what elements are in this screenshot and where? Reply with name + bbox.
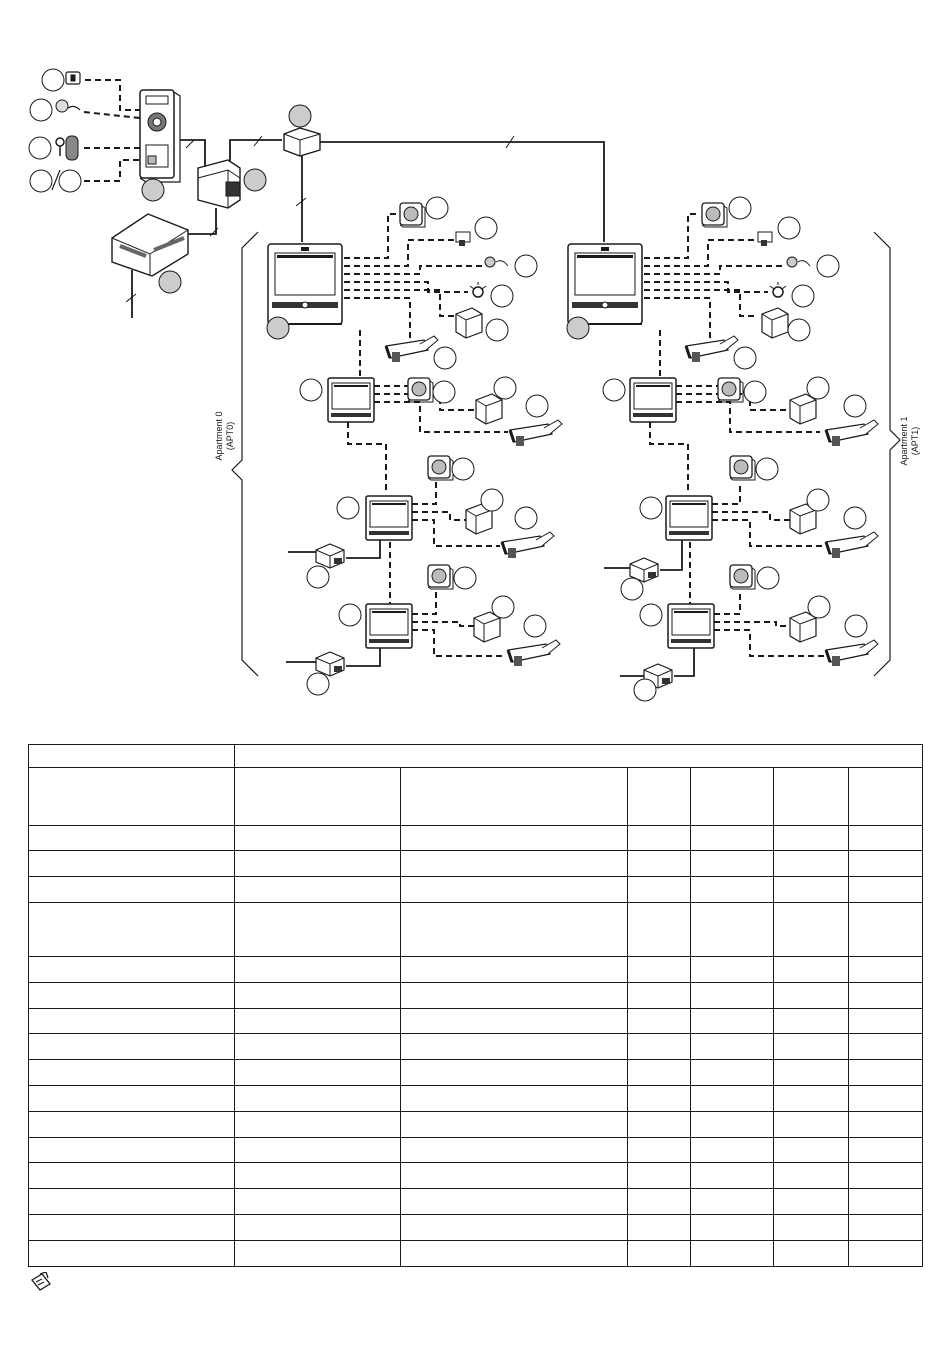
callout-marker xyxy=(452,458,474,480)
bell-light-icon xyxy=(470,282,486,297)
table-cell xyxy=(774,1240,849,1266)
callout-marker xyxy=(515,507,537,529)
table-cell xyxy=(235,1034,401,1060)
speaker-unit xyxy=(718,378,743,402)
table-cell xyxy=(29,767,235,825)
apartment-0-block xyxy=(232,197,562,695)
io-module xyxy=(762,308,788,338)
apartment-1-devices xyxy=(567,197,900,701)
table-cell xyxy=(29,1060,235,1086)
table-row xyxy=(29,1008,923,1034)
callout-marker xyxy=(844,507,866,529)
cctv-camera xyxy=(510,420,562,446)
callout-marker xyxy=(567,317,589,339)
callout-marker xyxy=(42,69,64,91)
callout-marker xyxy=(734,347,756,369)
callout-marker xyxy=(30,170,52,192)
table-cell xyxy=(235,851,401,877)
table-cell xyxy=(29,851,235,877)
callout-marker xyxy=(492,596,514,618)
table-cell xyxy=(849,767,923,825)
apartment-0-label xyxy=(214,401,236,471)
table-cell xyxy=(29,1008,235,1034)
table-cell xyxy=(628,1189,691,1215)
callout-marker xyxy=(30,99,52,121)
table-cell xyxy=(235,1240,401,1266)
callout-marker xyxy=(159,271,181,293)
callout-marker xyxy=(524,615,546,637)
cctv-camera xyxy=(826,640,878,666)
callout-marker xyxy=(289,105,311,127)
callout-marker xyxy=(434,347,456,369)
apartment-0-code: (APT0) xyxy=(225,421,235,451)
table-cell xyxy=(691,982,774,1008)
table-cell xyxy=(849,825,923,851)
table-cell xyxy=(774,903,849,957)
callout-marker xyxy=(807,489,829,511)
table-cell xyxy=(774,982,849,1008)
cctv-camera xyxy=(502,532,554,558)
callout-marker xyxy=(744,381,766,403)
speaker-unit xyxy=(428,565,453,589)
callout-marker xyxy=(778,217,800,239)
callout-marker xyxy=(603,379,625,401)
callout-marker xyxy=(481,489,503,511)
table-cell xyxy=(401,1034,628,1060)
table-cell xyxy=(401,1215,628,1241)
table-cell xyxy=(401,956,628,982)
apartment-0-name: Apartment 0 xyxy=(214,411,224,461)
call-button-icon xyxy=(787,257,810,267)
table-cell xyxy=(235,767,401,825)
call-button-icon xyxy=(485,257,508,267)
din-switcher xyxy=(198,160,240,208)
table-cell xyxy=(29,903,235,957)
cctv-camera xyxy=(826,532,878,558)
table-row xyxy=(29,1111,923,1137)
callout-marker xyxy=(307,673,329,695)
callout-marker xyxy=(526,395,548,417)
table-cell xyxy=(849,1163,923,1189)
io-module xyxy=(476,394,502,424)
callout-marker xyxy=(845,615,867,637)
table-cell xyxy=(401,1085,628,1111)
table-cell xyxy=(774,1034,849,1060)
table-cell xyxy=(628,982,691,1008)
table-cell xyxy=(401,851,628,877)
table-row xyxy=(29,903,923,957)
table-cell xyxy=(774,767,849,825)
callout-marker xyxy=(475,217,497,239)
table-cell xyxy=(401,767,628,825)
callout-marker xyxy=(433,381,455,403)
table-cell xyxy=(774,877,849,903)
secondary-monitor xyxy=(666,496,712,540)
callout-marker xyxy=(426,197,448,219)
table-cell xyxy=(691,1137,774,1163)
table-cell xyxy=(401,1240,628,1266)
table-cell xyxy=(849,1240,923,1266)
table-cell xyxy=(774,1085,849,1111)
io-module xyxy=(456,308,482,338)
speaker-unit xyxy=(428,456,453,480)
table-cell xyxy=(849,1215,923,1241)
table-cell xyxy=(628,1060,691,1086)
table-row xyxy=(29,1137,923,1163)
table-cell xyxy=(235,982,401,1008)
callout-marker xyxy=(337,497,359,519)
table-row xyxy=(29,956,923,982)
cctv-camera xyxy=(386,336,438,362)
table-cell xyxy=(849,1189,923,1215)
table-cell xyxy=(235,956,401,982)
callout-marker xyxy=(729,197,751,219)
secondary-monitor xyxy=(328,378,374,422)
table-cell xyxy=(628,825,691,851)
table-cell xyxy=(691,1060,774,1086)
callout-marker xyxy=(640,497,662,519)
table-cell xyxy=(235,1215,401,1241)
io-module xyxy=(790,394,816,424)
callout-marker xyxy=(244,169,266,191)
table-cell xyxy=(628,1163,691,1189)
components-table-body xyxy=(29,745,923,1267)
table-row xyxy=(29,1034,923,1060)
table-cell xyxy=(29,982,235,1008)
callout-marker xyxy=(788,319,810,341)
table-cell xyxy=(849,1008,923,1034)
callout-marker xyxy=(634,679,656,701)
apartment-1-name: Apartment 1 xyxy=(899,416,909,466)
table-row xyxy=(29,1060,923,1086)
table-cell xyxy=(628,1215,691,1241)
callout-marker xyxy=(621,578,643,600)
table-cell xyxy=(691,1163,774,1189)
table-cell xyxy=(774,1137,849,1163)
table-cell xyxy=(235,877,401,903)
table-cell xyxy=(235,745,923,768)
table-cell xyxy=(691,1111,774,1137)
table-cell xyxy=(849,851,923,877)
table-cell xyxy=(691,1215,774,1241)
table-cell xyxy=(29,1111,235,1137)
table-cell xyxy=(691,1085,774,1111)
table-cell xyxy=(849,1034,923,1060)
table-cell xyxy=(29,1215,235,1241)
door-lock-icon xyxy=(758,232,772,246)
bell-light-icon xyxy=(770,282,786,297)
table-cell xyxy=(628,1034,691,1060)
table-row xyxy=(29,767,923,825)
table-cell xyxy=(29,877,235,903)
table-cell xyxy=(628,877,691,903)
table-cell xyxy=(401,1137,628,1163)
table-row xyxy=(29,745,923,768)
relay-module xyxy=(316,652,344,676)
callout-marker xyxy=(142,179,164,201)
table-cell xyxy=(401,903,628,957)
table-cell xyxy=(774,825,849,851)
relay-module xyxy=(316,544,344,568)
cctv-camera xyxy=(686,336,738,362)
table-cell xyxy=(29,1163,235,1189)
callout-marker xyxy=(300,379,322,401)
table-row xyxy=(29,1085,923,1111)
table-cell xyxy=(849,903,923,957)
secondary-monitor xyxy=(668,604,714,648)
io-module xyxy=(790,612,816,642)
speaker-unit xyxy=(400,203,425,227)
table-cell xyxy=(29,1189,235,1215)
outdoor-panel xyxy=(140,90,180,182)
main-monitor xyxy=(568,244,642,324)
table-cell xyxy=(235,1137,401,1163)
table-cell xyxy=(691,825,774,851)
table-cell xyxy=(774,851,849,877)
table-cell xyxy=(628,1111,691,1137)
io-module xyxy=(474,612,500,642)
table-cell xyxy=(29,1085,235,1111)
table-row xyxy=(29,1240,923,1266)
table-cell xyxy=(401,1060,628,1086)
callout-marker xyxy=(454,567,476,589)
speaker-unit xyxy=(730,565,755,589)
table-cell xyxy=(774,1163,849,1189)
table-cell xyxy=(628,1008,691,1034)
table-row xyxy=(29,1189,923,1215)
callout-marker xyxy=(817,255,839,277)
table-cell xyxy=(235,903,401,957)
table-cell xyxy=(29,745,235,768)
table-row xyxy=(29,851,923,877)
components-table xyxy=(28,744,923,1267)
table-cell xyxy=(691,767,774,825)
table-cell xyxy=(401,1008,628,1034)
callout-marker xyxy=(267,317,289,339)
table-row xyxy=(29,1163,923,1189)
table-cell xyxy=(401,877,628,903)
table-cell xyxy=(401,1111,628,1137)
table-cell xyxy=(29,956,235,982)
callout-marker xyxy=(844,395,866,417)
table-row xyxy=(29,877,923,903)
callout-marker xyxy=(491,285,513,307)
table-cell xyxy=(401,825,628,851)
table-cell xyxy=(849,1060,923,1086)
table-cell xyxy=(235,1060,401,1086)
distributor xyxy=(284,128,320,156)
cctv-camera xyxy=(826,420,878,446)
secondary-monitor xyxy=(366,496,412,540)
table-cell xyxy=(628,1085,691,1111)
callout-marker xyxy=(339,604,361,626)
lock-icon xyxy=(66,136,78,160)
table-cell xyxy=(849,877,923,903)
table-cell xyxy=(691,877,774,903)
callout-marker xyxy=(515,255,537,277)
table-cell xyxy=(774,1111,849,1137)
door-lock-icon xyxy=(456,232,470,246)
speaker-unit xyxy=(702,203,727,227)
table-cell xyxy=(774,1215,849,1241)
table-cell xyxy=(235,1111,401,1137)
apartment-1-label xyxy=(899,406,921,476)
callout-marker xyxy=(29,137,51,159)
table-cell xyxy=(235,1085,401,1111)
table-row xyxy=(29,1215,923,1241)
cctv-camera xyxy=(508,640,560,666)
power-supply xyxy=(112,214,188,276)
callout-marker xyxy=(486,319,508,341)
callout-marker xyxy=(756,458,778,480)
table-cell xyxy=(628,903,691,957)
table-cell xyxy=(628,851,691,877)
callout-marker xyxy=(307,566,329,588)
table-cell xyxy=(235,1008,401,1034)
table-cell xyxy=(849,956,923,982)
table-cell xyxy=(849,1085,923,1111)
table-cell xyxy=(628,767,691,825)
apartment-1-code: (APT1) xyxy=(910,426,920,456)
main-monitor xyxy=(268,244,342,324)
table-cell xyxy=(235,825,401,851)
table-row xyxy=(29,825,923,851)
table-row xyxy=(29,982,923,1008)
table-cell xyxy=(691,956,774,982)
table-cell xyxy=(401,1163,628,1189)
table-cell xyxy=(29,1034,235,1060)
table-cell xyxy=(849,982,923,1008)
callout-marker xyxy=(807,377,829,399)
table-cell xyxy=(691,903,774,957)
table-cell xyxy=(29,1240,235,1266)
callout-marker xyxy=(792,285,814,307)
table-cell xyxy=(774,1189,849,1215)
callout-marker xyxy=(494,377,516,399)
table-cell xyxy=(691,1189,774,1215)
table-cell xyxy=(628,956,691,982)
table-cell xyxy=(691,851,774,877)
table-cell xyxy=(691,1008,774,1034)
table-cell xyxy=(628,1240,691,1266)
button-icon xyxy=(56,100,68,112)
speaker-unit xyxy=(730,456,755,480)
callout-marker xyxy=(757,567,779,589)
secondary-monitor xyxy=(366,604,412,648)
table-cell xyxy=(235,1189,401,1215)
secondary-monitor xyxy=(630,378,676,422)
callout-marker xyxy=(640,604,662,626)
note-pencil-icon xyxy=(30,1272,52,1292)
callout-marker xyxy=(808,596,830,618)
table-cell xyxy=(401,982,628,1008)
table-cell xyxy=(29,825,235,851)
table-cell xyxy=(691,1240,774,1266)
callout-marker xyxy=(59,170,81,192)
table-cell xyxy=(628,1137,691,1163)
table-cell xyxy=(29,1137,235,1163)
table-cell xyxy=(774,1060,849,1086)
table-cell xyxy=(235,1163,401,1189)
table-cell xyxy=(691,1034,774,1060)
table-cell xyxy=(849,1111,923,1137)
key-icon xyxy=(56,138,64,156)
table-cell xyxy=(401,1189,628,1215)
table-cell xyxy=(774,1008,849,1034)
speaker-unit xyxy=(408,378,433,402)
table-cell xyxy=(774,956,849,982)
table-cell xyxy=(849,1137,923,1163)
